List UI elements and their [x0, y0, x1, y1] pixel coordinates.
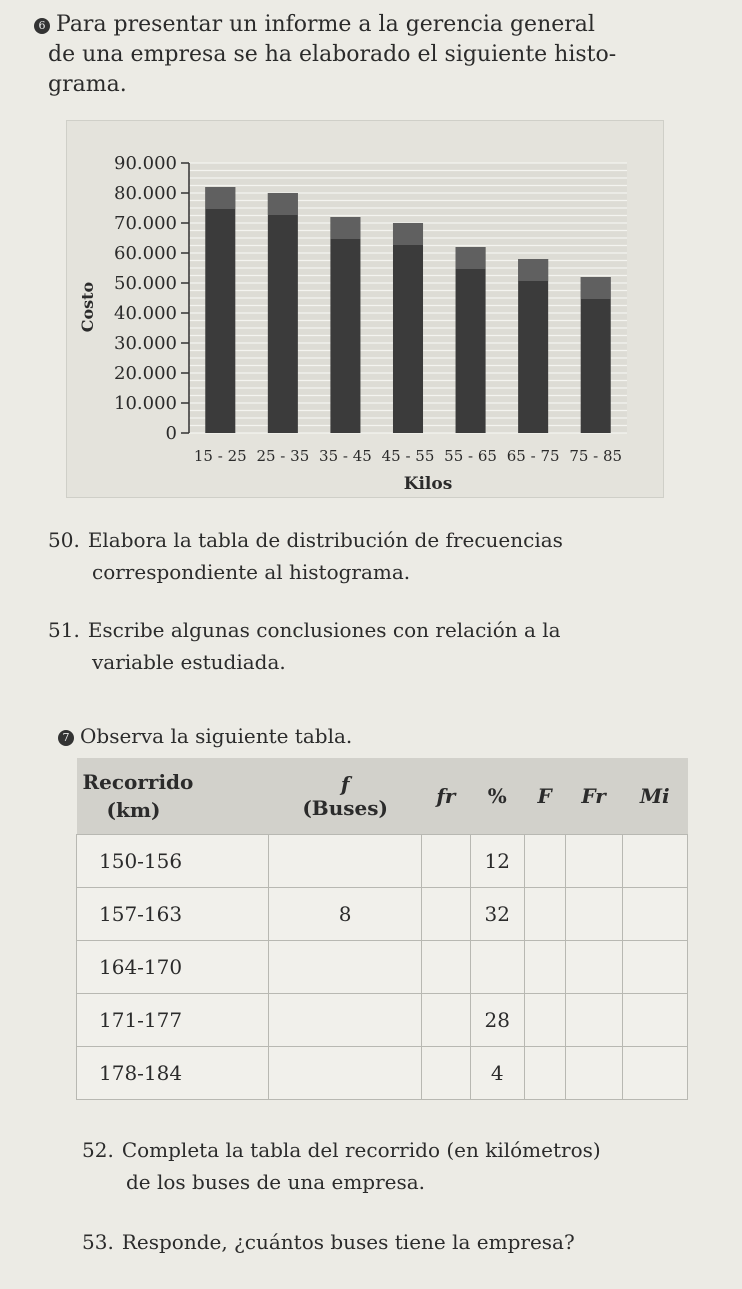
cell-f[interactable] — [269, 1047, 422, 1100]
cell-F[interactable] — [524, 1047, 565, 1100]
x-tick-label: 55 - 65 — [444, 447, 497, 465]
histogram-bar — [456, 247, 486, 433]
cell-Fr[interactable] — [565, 994, 622, 1047]
header-recorrido — [77, 758, 269, 835]
bar-top-highlight — [518, 259, 548, 281]
intro-line-3: grama. — [48, 72, 127, 97]
header-recorrido-label: Recorrido — [82, 770, 194, 794]
exercise-bullet-7: 7 — [58, 730, 74, 746]
question-50-line-1: Elabora la tabla de distribución de frecuencias — [87, 528, 563, 552]
histogram-bar — [330, 217, 360, 433]
cell-f[interactable] — [269, 994, 422, 1047]
x-tick-label: 35 - 45 — [319, 447, 372, 465]
observe-text: Observa la siguiente tabla. — [80, 724, 353, 748]
cell-Mi[interactable] — [622, 888, 687, 941]
bar-top-highlight — [393, 223, 423, 245]
cell-Fr[interactable] — [565, 835, 622, 888]
question-53 — [82, 1226, 722, 1258]
table-row — [77, 1047, 688, 1100]
cell-percent: 32 — [470, 888, 524, 941]
cell-range: 164-170 — [77, 941, 269, 994]
cell-F[interactable] — [524, 888, 565, 941]
cell-Mi[interactable] — [622, 941, 687, 994]
x-tick-label: 75 - 85 — [569, 447, 623, 465]
cell-Mi[interactable] — [622, 994, 687, 1047]
cell-fr[interactable] — [422, 941, 471, 994]
cell-F[interactable] — [524, 994, 565, 1047]
cell-Mi[interactable] — [622, 835, 687, 888]
y-tick-label: 0 — [165, 423, 177, 444]
cell-Fr[interactable] — [565, 941, 622, 994]
cell-range: 171-177 — [77, 994, 269, 1047]
intro-paragraph — [34, 10, 714, 100]
bar-top-highlight — [268, 193, 298, 215]
header-recorrido-unit: (km) — [106, 798, 161, 822]
cell-fr[interactable] — [422, 888, 471, 941]
table-row — [77, 941, 688, 994]
cell-percent: 12 — [470, 835, 524, 888]
histogram-bar — [518, 259, 548, 433]
y-tick-label: 50.000 — [114, 273, 177, 294]
bar-top-highlight — [205, 187, 235, 209]
header-fr: fr — [422, 758, 471, 835]
bar-top-highlight — [330, 217, 360, 239]
cell-range: 157-163 — [77, 888, 269, 941]
y-tick-label: 60.000 — [114, 243, 177, 264]
x-tick-label: 65 - 75 — [506, 447, 560, 465]
question-50 — [48, 524, 708, 588]
cell-percent: 28 — [470, 994, 524, 1047]
y-tick-label: 40.000 — [114, 303, 177, 324]
table-row — [77, 888, 688, 941]
histogram-bar — [581, 277, 611, 433]
question-53-line-1: Responde, ¿cuántos buses tiene la empresa? — [121, 1230, 575, 1254]
x-axis-label: Kilos — [403, 474, 453, 494]
header-f — [269, 758, 422, 835]
cell-f[interactable] — [269, 941, 422, 994]
cell-f: 8 — [269, 888, 422, 941]
question-51 — [48, 614, 708, 678]
question-52-number: 52. — [82, 1138, 114, 1162]
bar-top-highlight — [456, 247, 486, 269]
question-52-line-2: de los buses de una empresa. — [126, 1170, 426, 1194]
histogram-bar — [205, 187, 235, 433]
header-f-label: f — [340, 772, 350, 796]
question-52 — [82, 1134, 722, 1198]
header-Fr: Fr — [565, 758, 622, 835]
header-Mi: Mi — [622, 758, 687, 835]
y-tick-label: 30.000 — [114, 333, 177, 354]
observe-instruction — [58, 720, 658, 752]
question-50-line-2: correspondiente al histograma. — [92, 560, 411, 584]
question-52-line-1: Completa la tabla del recorrido (en kilómetros) — [121, 1138, 601, 1162]
question-53-number: 53. — [82, 1230, 114, 1254]
y-tick-label: 80.000 — [114, 183, 177, 204]
cell-Fr[interactable] — [565, 888, 622, 941]
cell-percent[interactable] — [470, 941, 524, 994]
header-f-unit: (Buses) — [302, 796, 388, 820]
header-percent: % — [470, 758, 524, 835]
table-header-row — [77, 758, 688, 835]
y-tick-label: 90.000 — [114, 153, 177, 174]
frequency-table — [76, 758, 688, 1100]
cell-fr[interactable] — [422, 835, 471, 888]
intro-line-2: de una empresa se ha elaborado el siguiente histo- — [48, 42, 617, 67]
question-50-number: 50. — [48, 528, 80, 552]
cell-fr[interactable] — [422, 994, 471, 1047]
header-F: F — [524, 758, 565, 835]
cell-Mi[interactable] — [622, 1047, 687, 1100]
y-tick-label: 10.000 — [114, 393, 177, 414]
question-51-line-2: variable estudiada. — [92, 650, 286, 674]
y-axis-label: Costo — [78, 281, 97, 333]
cell-f[interactable] — [269, 835, 422, 888]
cell-F[interactable] — [524, 941, 565, 994]
histogram-bar — [393, 223, 423, 433]
histogram-chart — [66, 120, 664, 498]
y-tick-label: 20.000 — [114, 363, 177, 384]
cell-range: 178-184 — [77, 1047, 269, 1100]
y-tick-label: 70.000 — [114, 213, 177, 234]
x-tick-label: 25 - 35 — [256, 447, 310, 465]
cell-percent: 4 — [470, 1047, 524, 1100]
cell-fr[interactable] — [422, 1047, 471, 1100]
intro-line-1: Para presentar un informe a la gerencia general — [56, 12, 595, 37]
cell-F[interactable] — [524, 835, 565, 888]
cell-Fr[interactable] — [565, 1047, 622, 1100]
exercise-bullet: 6 — [34, 18, 50, 34]
question-51-line-1: Escribe algunas conclusiones con relación a la — [87, 618, 561, 642]
histogram-bar — [268, 193, 298, 433]
cell-range: 150-156 — [77, 835, 269, 888]
x-tick-label: 15 - 25 — [193, 447, 247, 465]
x-tick-label: 45 - 55 — [381, 447, 435, 465]
table-row — [77, 994, 688, 1047]
question-51-number: 51. — [48, 618, 80, 642]
bar-top-highlight — [581, 277, 611, 299]
histogram-svg — [67, 121, 663, 497]
table-row — [77, 835, 688, 888]
